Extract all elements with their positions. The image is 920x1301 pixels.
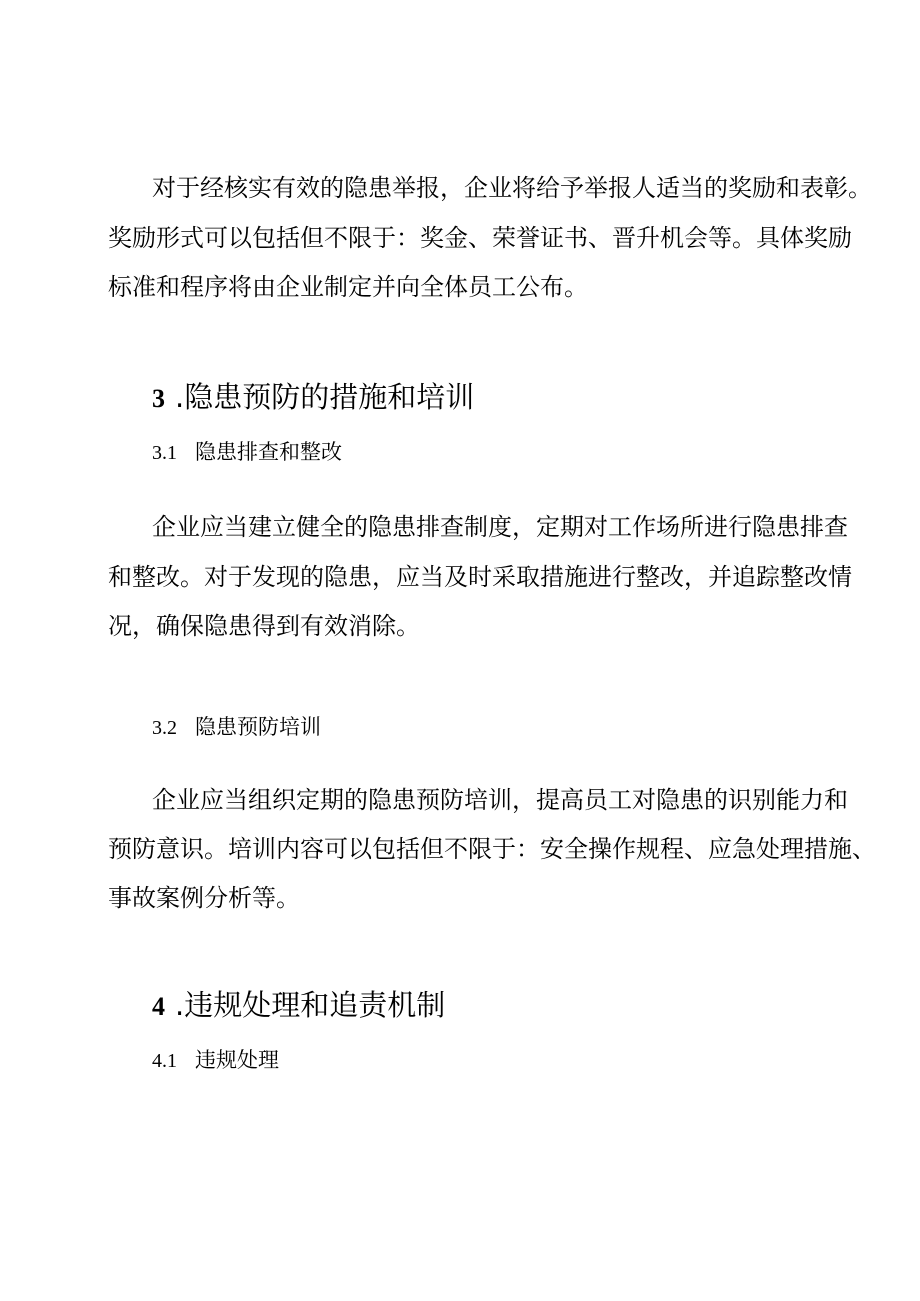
subsection-3-2-title: 隐患预防培训 <box>195 715 321 739</box>
subsection-3-2-heading <box>152 714 321 741</box>
subsection-3-2-number: 3.2 <box>152 717 177 739</box>
subsection-4-1-heading <box>152 1047 279 1074</box>
subsection-3-1-number: 3.1 <box>152 442 177 464</box>
section-4-title: .违规处理和追责机制 <box>175 988 446 1022</box>
section-4-heading <box>152 988 445 1024</box>
subsection-4-1-number: 4.1 <box>152 1050 177 1072</box>
subsection-4-1-title: 违规处理 <box>195 1048 279 1072</box>
reward-paragraph-line-1: 对于经核实有效的隐患举报，企业将给予举报人适当的奖励和表彰。 <box>152 174 872 202</box>
subsection-3-1-heading <box>152 439 342 466</box>
subsection-3-2-line-3: 事故案例分析等。 <box>108 884 300 912</box>
reward-paragraph-line-2: 奖励形式可以包括但不限于：奖金、荣誉证书、晋升机会等。具体奖励 <box>108 224 852 252</box>
subsection-3-1-line-1: 企业应当建立健全的隐患排查制度，定期对工作场所进行隐患排查 <box>152 513 848 541</box>
reward-paragraph-line-3: 标准和程序将由企业制定并向全体员工公布。 <box>108 273 588 301</box>
subsection-3-1-line-2: 和整改。对于发现的隐患，应当及时采取措施进行整改，并追踪整改情 <box>108 563 852 591</box>
section-3-heading <box>152 380 474 416</box>
subsection-3-1-title: 隐患排查和整改 <box>195 440 342 464</box>
subsection-3-2-line-1: 企业应当组织定期的隐患预防培训，提高员工对隐患的识别能力和 <box>152 786 848 814</box>
subsection-3-1-line-3: 况，确保隐患得到有效消除。 <box>108 612 420 640</box>
section-4-number: 4 <box>152 992 165 1021</box>
subsection-3-2-line-2: 预防意识。培训内容可以包括但不限于：安全操作规程、应急处理措施、 <box>108 835 876 863</box>
section-3-title: .隐患预防的措施和培训 <box>175 380 475 414</box>
section-3-number: 3 <box>152 384 165 413</box>
